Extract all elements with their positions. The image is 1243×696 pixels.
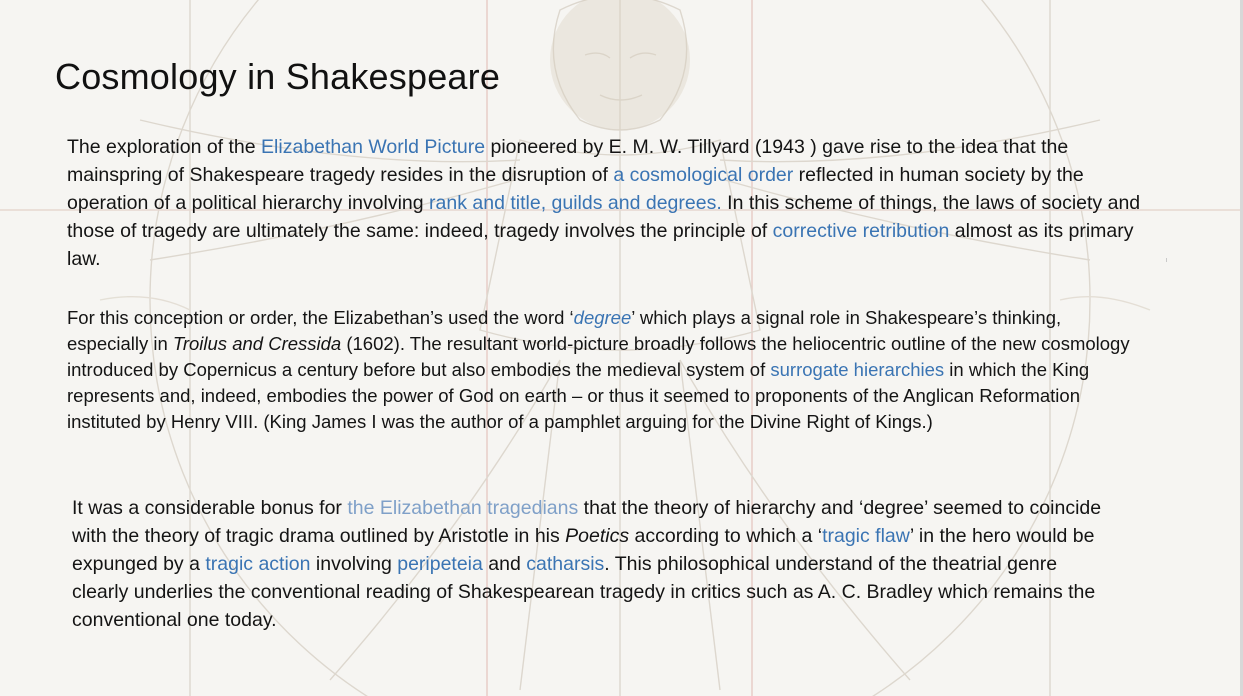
paragraph-aristotle [72, 494, 1112, 634]
text-span: ’ which plays a signal role in Shakespeare’s thinking, especially in [67, 307, 1062, 354]
text-span: ’ in the hero would be expunged by a [72, 525, 1095, 575]
text-span: In this scheme of things, the laws of society and those of tragedy are ultimately the same: indeed, tragedy involves the principle of [67, 192, 1141, 242]
hyperlink-elizabethan-tragedians[interactable]: the Elizabethan tragedians [347, 497, 579, 519]
text-span: The exploration of the [67, 136, 262, 158]
hyperlink-surrogate-hierarchies[interactable]: surrogate hierarchies [770, 359, 945, 380]
hyperlink-corrective-retribution[interactable]: corrective retribution [772, 220, 950, 242]
text-span: involving [310, 553, 398, 575]
text-span: and [482, 553, 527, 575]
text-span: . This philosophical understand of the theatrial genre clearly underlies the conventional reading of Shakespearean tragedy in critics such as A. C. Bradley which remains the conventional one today. [72, 553, 1096, 631]
text-span: (1602). The resultant world-picture broadly follows the heliocentric outline of the new cosmology introduced by Copernicus a century before but also embodies the medieval system of [67, 333, 1130, 380]
text-span: almost as its primary law. [67, 220, 1134, 270]
hyperlink-tragic-action[interactable]: tragic action [205, 553, 311, 575]
hyperlink-degree[interactable]: degree [573, 307, 632, 328]
paragraph-tillyard [67, 133, 1147, 273]
slide-title: Cosmology in Shakespeare [55, 56, 501, 97]
text-span: according to which a ‘ [629, 525, 823, 547]
italic-title-poetics: Poetics [565, 525, 630, 547]
text-span: in which the King represents and, indeed, embodies the power of God on earth – or thus it seemed to proponents of the Anglican Reformation instituted by Henry VIII. (King James I was the author of a pamphlet arguing for the Divine Right of Kings.) [67, 359, 1090, 432]
text-span: that the theory of hierarchy and ‘degree’ seemed to coincide with the theory of tragic drama outlined by Aristotle in his [72, 497, 1102, 547]
stray-mark [1166, 258, 1167, 262]
italic-title-troilus: Troilus and Cressida [172, 333, 342, 354]
text-span: reflected in human society by the operation of a political hierarchy involving [67, 164, 1084, 214]
text-span: It was a considerable bonus for [72, 497, 348, 519]
text-span: pioneered by E. M. W. Tillyard (1943 ) gave rise to the idea that the mainspring of Shakespeare tragedy resides in the disruption of [67, 136, 1069, 186]
hyperlink-elizabethan-world-picture[interactable]: Elizabethan World Picture [261, 136, 486, 158]
hyperlink-cosmological-order[interactable]: a cosmological order [613, 164, 794, 186]
hyperlink-peripeteia[interactable]: peripeteia [397, 553, 483, 575]
hyperlink-tragic-flaw[interactable]: tragic flaw [822, 525, 910, 547]
hyperlink-catharsis[interactable]: catharsis [526, 553, 605, 575]
hyperlink-rank-and-title[interactable]: rank and title, guilds and degrees. [429, 192, 722, 214]
paragraph-degree [67, 305, 1147, 435]
text-span: For this conception or order, the Elizabethan’s used the word ‘ [67, 307, 574, 328]
